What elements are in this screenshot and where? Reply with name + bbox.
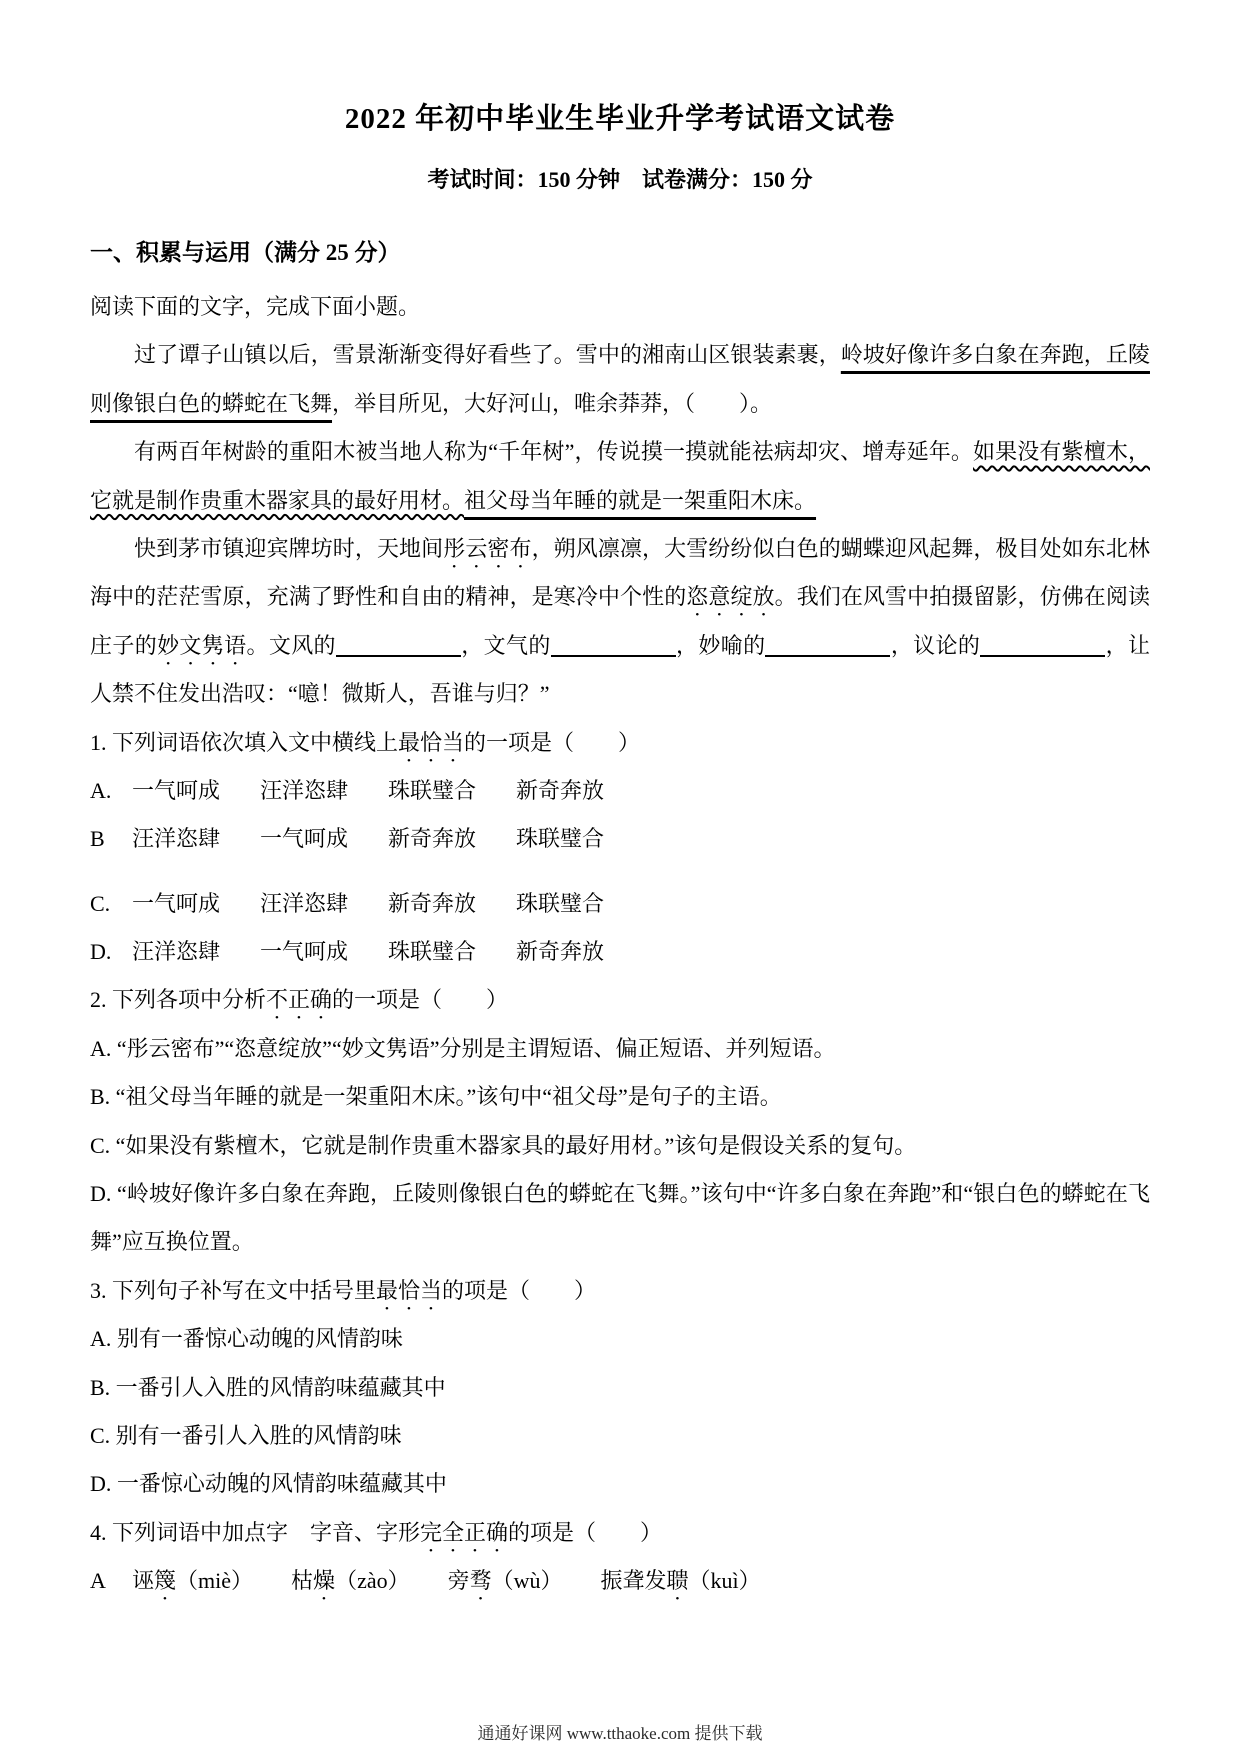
option-word: 一气呵成: [132, 777, 221, 803]
option-word: 汪洋恣肆: [132, 939, 221, 965]
option-word: 一气呵成: [260, 826, 349, 852]
option-word: 新奇奔放: [388, 890, 477, 916]
option-word: 汪洋恣肆: [260, 777, 349, 803]
question-1-stem: [90, 719, 1150, 767]
dotted-char: 聩: [666, 1568, 689, 1594]
option-word: [448, 1557, 563, 1605]
word-text: 旁: [447, 1568, 470, 1594]
option-word: 珠联璧合: [516, 890, 605, 916]
question-text: 的项是（ ）: [442, 1277, 597, 1303]
section-heading: 一、积累与运用（满分 25 分）: [90, 240, 401, 265]
emphasized-text: 最恰当: [398, 729, 465, 755]
q1-option-a: [90, 767, 1150, 815]
emphasized-text: 最恰当: [376, 1277, 443, 1303]
q3-option-c: C. 别有一番引人入胜的风情韵味: [90, 1422, 402, 1448]
passage-text: 有两百年树龄的重阳木被当地人称为“千年树”，传说摸一摸就能祛病却灾、增寿延年。: [134, 439, 973, 465]
q2-option-d: D. “岭坡好像许多白象在奔跑，丘陵则像银白色的蟒蛇在飞舞。”该句中“许多白象在奔跑”和“银白色的蟒蛇在飞舞”应互换位置。: [90, 1181, 1150, 1255]
question-text: 2. 下列各项中分析: [90, 987, 267, 1013]
dotted-char: 燥: [313, 1568, 336, 1594]
emphasized-text: 彤云密布: [443, 535, 532, 561]
word-text: 枯: [291, 1568, 314, 1594]
option-word: [291, 1557, 410, 1605]
pinyin-text: （miè）: [176, 1568, 254, 1594]
passage-text: ，妙喻的: [675, 632, 766, 658]
option-word: 新奇奔放: [516, 939, 605, 965]
q3-option-d: D. 一番惊心动魄的风情韵味蕴藏其中: [90, 1471, 447, 1497]
passage-text: ，议论的: [890, 632, 981, 658]
question-2-stem: [90, 976, 1150, 1024]
word-text: 诬: [132, 1568, 155, 1594]
question-4-stem: [90, 1509, 1150, 1557]
q1-option-c: [90, 880, 1150, 928]
dotted-char: 骛: [469, 1568, 492, 1594]
thick-underlined-text: 祖父母当年睡的就是一架重阳木床。: [464, 487, 817, 513]
wavy-underlined-text: 如果没有紫檀木，它就是制作贵重木器家具的最好用材。: [90, 439, 1150, 513]
fill-blank-4: [980, 645, 1105, 657]
option-word: 珠联璧合: [388, 777, 477, 803]
option-label: C.: [90, 890, 111, 916]
option-word: 汪洋恣肆: [132, 826, 221, 852]
passage-text: ，让人禁不住发出浩叹：“噫！微斯人，吾谁与归？”: [90, 632, 1150, 707]
fill-blank-1: [336, 645, 461, 657]
question-3-stem: [90, 1267, 1150, 1315]
q4-option-a: [90, 1557, 1150, 1605]
passage-text: ，举目所见，大好河山，唯余莽莽，（ ）。: [332, 390, 773, 416]
passage-text: 快到茅市镇迎宾牌坊时，天地间: [134, 535, 444, 561]
emphasized-text: 不正确: [266, 987, 333, 1013]
option-word: 一气呵成: [132, 890, 221, 916]
question-text: 3. 下列句子补写在文中括号里: [90, 1277, 377, 1303]
emphasized-text: 完全正确: [420, 1519, 509, 1545]
question-text: 1. 下列词语依次填入文中横线上: [90, 729, 399, 755]
option-word: 新奇奔放: [388, 826, 477, 852]
option-word: 新奇奔放: [516, 777, 605, 803]
underlined-text: 岭坡好像许多白象在奔跑，丘陵则像银白色的蟒蛇在飞舞: [90, 342, 1150, 416]
question-text: 的一项是（ ）: [464, 729, 641, 755]
option-label: A.: [90, 777, 112, 803]
passage-text: 过了谭子山镇以后，雪景渐渐变得好看些了。雪中的湘南山区银装素裹，: [134, 342, 841, 368]
exam-title: 2022 年初中毕业生毕业升学考试语文试卷: [344, 103, 896, 135]
question-text: 4. 下列词语中加点字 字音、字形: [90, 1519, 421, 1545]
passage-text: 。我们在风雪中拍摄留影，仿佛在阅读庄子的: [90, 584, 1150, 658]
pinyin-text: （wù）: [491, 1568, 563, 1594]
passage-paragraph-3: [90, 525, 1150, 719]
passage-text: 。文风的: [246, 632, 336, 658]
q1-option-d: [90, 928, 1150, 976]
option-word: 一气呵成: [260, 939, 349, 965]
option-word: 汪洋恣肆: [260, 890, 349, 916]
option-word: 珠联璧合: [516, 826, 605, 852]
dotted-char: 篾: [154, 1568, 177, 1594]
option-label: D.: [90, 939, 112, 965]
q2-option-b: B. “祖父母当年睡的就是一架重阳木床。”该句中“祖父母”是句子的主语。: [90, 1084, 782, 1110]
passage-paragraph-2: [90, 428, 1150, 525]
option-word: [601, 1557, 761, 1605]
q3-option-b: B. 一番引人入胜的风情韵味蕴藏其中: [90, 1374, 446, 1400]
q2-option-a: A. “彤云密布”“恣意绽放”“妙文隽语”分别是主谓短语、偏正短语、并列短语。: [90, 1035, 836, 1061]
option-word: [132, 1557, 253, 1605]
pinyin-text: （kuì）: [688, 1568, 761, 1594]
pinyin-text: （zào）: [335, 1568, 410, 1594]
emphasized-text: 恣意绽放: [686, 584, 775, 610]
fill-blank-2: [551, 645, 676, 657]
exam-subtitle: 考试时间：150 分钟 试卷满分：150 分: [427, 167, 813, 192]
option-label: A: [90, 1568, 106, 1594]
question-text: 的一项是（ ）: [332, 987, 509, 1013]
q3-option-a: A. 别有一番惊心动魄的风情韵味: [90, 1326, 403, 1352]
option-label: B: [90, 826, 105, 852]
emphasized-text: 妙文隽语: [157, 632, 247, 658]
fill-blank-3: [765, 645, 890, 657]
passage-intro: 阅读下面的文字，完成下面小题。: [90, 294, 421, 319]
q1-option-b: [90, 815, 1150, 863]
option-word: 珠联璧合: [388, 939, 477, 965]
passage-paragraph-1: [90, 331, 1150, 428]
passage-text: ，朔风凛凛，大雪纷纷似白色的蝴蝶迎风起舞，极目处如东北林海中的茫茫雪原，充满了野性和自由的精神，是寒冷中个性的: [90, 535, 1150, 610]
question-text: 的项是（ ）: [508, 1519, 663, 1545]
q2-option-c: C. “如果没有紫檀木，它就是制作贵重木器家具的最好用材。”该句是假设关系的复句。: [90, 1132, 917, 1158]
passage-text: ，文气的: [460, 632, 551, 658]
word-text: 振聋发: [600, 1568, 667, 1594]
footer-watermark: 通通好课网 www.tthaoke.com 提供下载: [477, 1724, 763, 1743]
